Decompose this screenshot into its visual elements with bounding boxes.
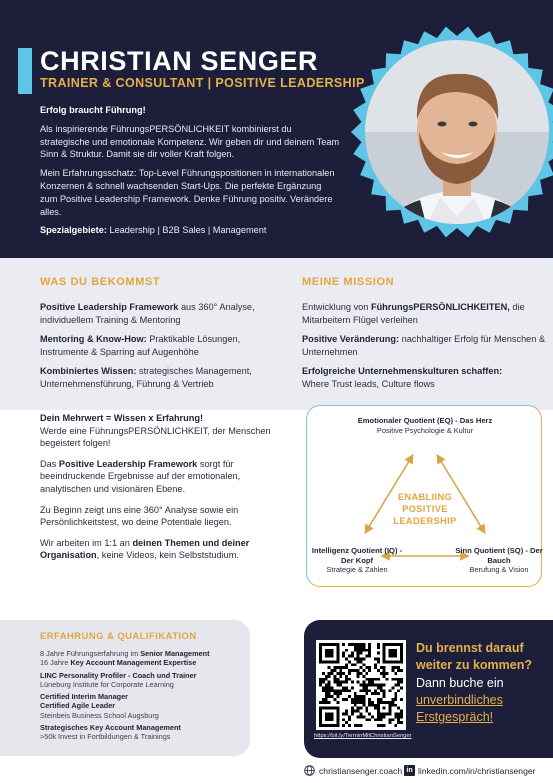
eq-subtitle: Positive Psychologie & Kultur xyxy=(376,425,474,435)
value-paragraph-framework xyxy=(40,458,290,496)
value-line-1: Werde eine FührungsPERSÖNLICHKEIT, der Menschen begeistert folgen! xyxy=(40,425,271,449)
center-label-line-2: POSITIVE xyxy=(402,504,448,514)
website-link[interactable]: christiansenger.coach xyxy=(319,765,403,776)
center-label-line-3: LEADERSHIP xyxy=(393,516,457,526)
value-text: sorgt für beeindruckende Ergebnisse auf der emotionalen, analytischen und visionären Ebene. xyxy=(40,458,241,494)
experience-line xyxy=(40,649,250,658)
experience-panel xyxy=(0,620,250,756)
mission-item xyxy=(302,333,552,358)
exp-bold: LINC Personality Profiler - Coach und Trainer xyxy=(40,670,197,680)
mission-item-text: Where Trust leads, Culture flows xyxy=(302,378,435,389)
iq-subtitle: Strategie & Zahlen xyxy=(326,565,388,575)
benefit-item-bold: Kombiniertes Wissen: xyxy=(40,366,137,376)
header xyxy=(0,0,553,258)
benefits-column xyxy=(40,276,290,397)
value-intro xyxy=(40,412,290,450)
person-name: CHRISTIAN SENGER xyxy=(40,46,319,76)
mission-item-text: nachhaltiger Erfolg für Menschen & Unternehmen xyxy=(302,334,546,357)
specialties-label: Spezialgebiete: xyxy=(40,225,107,236)
value-paragraph-analysis: Zu Beginn zeigt uns eine 360° Analyse sowie ein Persönlichkeitstest, wo deine Potentiale liegen. xyxy=(40,504,239,528)
experience-line: Lüneburg Institute for Corporate Learning xyxy=(40,679,174,689)
benefits-title: WAS DU BEKOMMST xyxy=(40,276,161,288)
mission-column xyxy=(302,276,552,397)
experience-line: >50k Invest in Fortbildungen & Trainings xyxy=(40,732,171,742)
experience-line: Steinbeis Business School Augsburg xyxy=(40,710,159,720)
cta-body: Dann buche ein xyxy=(416,676,504,690)
exp-text: 8 Jahre Führungserfahrung im xyxy=(40,649,139,658)
qr-code-graphic xyxy=(319,643,403,727)
value-bold: Positive Leadership Framework xyxy=(58,458,198,469)
intro-lead: Erfolg braucht Führung! xyxy=(40,105,146,115)
exp-bold: Senior Management xyxy=(140,649,210,658)
benefits-section xyxy=(0,258,553,410)
benefit-item-text: Praktikable Lösungen, Instrumente & Sparring auf Augenhöhe xyxy=(40,334,241,357)
mission-item xyxy=(302,365,552,390)
sq-subtitle: Berufung & Vision xyxy=(469,565,529,575)
benefit-item-text: aus 360° Analyse, individuellem Training & Mentoring xyxy=(40,302,255,325)
linkedin-icon: in xyxy=(404,765,415,776)
portrait-illustration xyxy=(345,12,553,252)
exp-bold: Certified Interim Manager xyxy=(40,692,128,702)
eq-title: Emotionaler Quotient (EQ) - Das Herz xyxy=(357,416,493,425)
intro-paragraph-2: Mein Erfahrungsschatz: Top-Level Führungspositionen in internationalen Konzernen & schnell wachsenden Start-Ups. Die perfekte Ergänzung zum Positive Leadership Framework. Denke Führung positiv. Verändere alles. xyxy=(40,168,335,217)
benefit-item xyxy=(40,301,290,326)
exp-text: 16 Jahre xyxy=(40,658,69,668)
experience-line xyxy=(40,658,250,667)
benefit-item xyxy=(40,365,290,390)
value-bold: deinen Themen und deiner Organisation xyxy=(40,537,250,561)
mission-title: MEINE MISSION xyxy=(302,276,395,288)
mission-item-bold: Erfolgreiche Unternehmenskulturen schaffen: xyxy=(302,366,503,376)
center-label xyxy=(373,491,477,527)
center-label-line-1: ENABLIING xyxy=(397,492,453,502)
iq-title: Intelligenz Quotient (IQ) - Der Kopf xyxy=(311,546,403,565)
benefit-item-text: strategisches Management, Unternehmensführung, Führung & Vertrieb xyxy=(40,366,252,389)
globe-icon xyxy=(304,765,315,776)
experience-line xyxy=(40,701,250,710)
mission-item-bold: Positive Veränderung: xyxy=(302,334,400,344)
value-section xyxy=(40,412,290,570)
footer-website[interactable] xyxy=(304,765,402,776)
mission-intro-rest: die Mitarbeitern Flügel verleihen xyxy=(302,302,525,325)
value-text: , keine Videos, kein Selbststudium. xyxy=(96,550,239,561)
value-paragraph-format xyxy=(40,537,290,562)
specialties xyxy=(40,224,340,237)
intro-text xyxy=(40,104,340,243)
cta-panel xyxy=(304,620,553,758)
experience-line xyxy=(40,723,250,732)
benefit-item-bold: Mentoring & Know-How: xyxy=(40,334,147,344)
cta-headline: Du brennst darauf weiter zu kommen? xyxy=(416,641,532,672)
intro-paragraph-1: Als inspirierende FührungsPERSÖNLICHKEIT kombinierst du strategische und emotionale Kompetenz. Wir geben dir und deinem Team Sinn & Struktur. Damit sie dir voller Kraft folgen. xyxy=(40,123,340,160)
experience-title: ERFAHRUNG & QUALIFIKATION xyxy=(40,630,197,641)
footer-linkedin[interactable] xyxy=(404,765,536,776)
value-text: Wir arbeiten im 1:1 an xyxy=(40,537,130,548)
accent-bar xyxy=(18,48,32,94)
mission-intro-text: Entwicklung von xyxy=(302,302,369,312)
value-text: Das xyxy=(40,458,57,469)
linkedin-link[interactable]: linkedin.com/in/christiansenger xyxy=(418,765,536,776)
sq-title: Sinn Quotient (SQ) - Der Bauch xyxy=(455,546,543,565)
value-headline: Dein Mehrwert = Wissen x Erfahrung! xyxy=(40,413,204,423)
mission-intro xyxy=(302,301,552,326)
experience-line xyxy=(40,692,250,701)
mission-intro-bold: FührungsPERSÖNLICHKEITEN, xyxy=(370,302,510,312)
eq-node xyxy=(347,416,503,435)
qr-link[interactable]: https://bit.ly/TerminMitChristianSenger xyxy=(314,733,412,739)
leadership-diagram xyxy=(306,405,542,587)
iq-node xyxy=(311,546,403,575)
sq-node xyxy=(453,546,545,575)
specialties-value: Leadership | B2B Sales | Management xyxy=(109,225,267,236)
qr-code[interactable] xyxy=(316,640,406,730)
cta-booking-link[interactable]: unverbindliches Erstgespräch! xyxy=(416,693,503,724)
portrait-photo xyxy=(345,12,553,252)
benefit-item-bold: Positive Leadership Framework xyxy=(40,302,179,312)
cta-text xyxy=(416,640,550,726)
experience-line xyxy=(40,671,250,680)
footer xyxy=(0,760,553,783)
benefit-item xyxy=(40,333,290,358)
exp-bold: Key Account Management Expertise xyxy=(70,658,197,668)
person-role: TRAINER & CONSULTANT | POSITIVE LEADERSHIP xyxy=(40,76,365,90)
exp-bold: Certified Agile Leader xyxy=(40,701,116,711)
exp-bold: Strategisches Key Account Management xyxy=(40,723,181,733)
